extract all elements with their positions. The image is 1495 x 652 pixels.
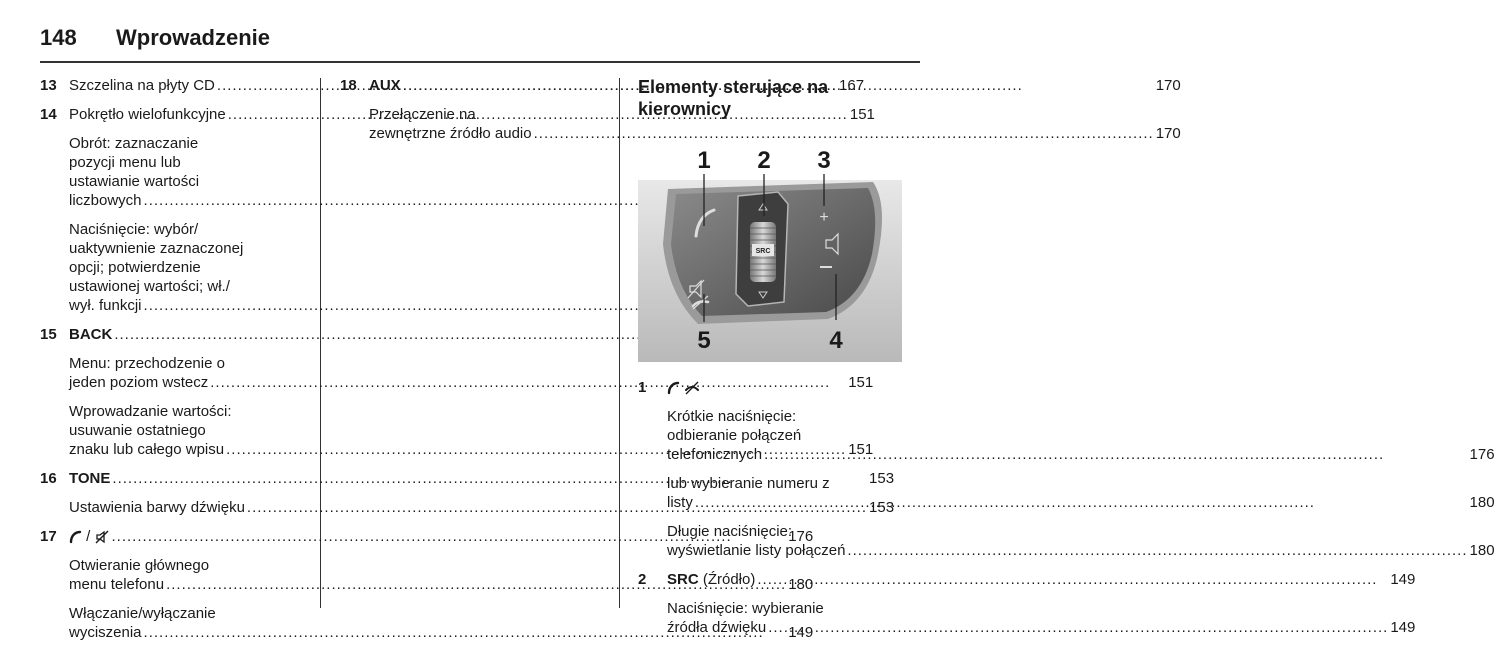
page-ref: 176 [788,528,814,545]
sub-entry: Wprowadzanie wartości: usuwanie ostatniego znaku lub całego wpisu ..... 151 [69,402,873,459]
entry-number: 17 [40,528,57,545]
sub-entry: Naciśnięcie: wybieranie źródła dźwięku ..... 149 [667,599,1415,637]
entry-15 [40,325,874,459]
item-number: 1 [638,379,647,396]
sub-entry: Obrót: zaznaczanie pozycji menu lub ustawianie wartości liczbowych ..... [69,134,875,210]
entry-label: / [69,527,110,546]
entry-number: 15 [40,326,57,343]
entry-label: Pokrętło wielofunkcyjne [69,106,226,123]
sub-entry: Długie naciśnięcie: wyświetlanie listy połączeń ..... 180 [667,522,1495,560]
steering-wheel-controls-image [638,144,902,362]
entry-label: Szczelina na płyty CD [69,77,215,94]
phone-icon [667,381,680,395]
entry-number: 14 [40,106,57,123]
entry-label: TONE [69,470,111,487]
page-ref: 180 [1469,494,1495,511]
item-icons [667,378,1495,397]
sub-entry: Włączanie/wyłączanie wyciszenia ..... 149 [69,604,813,642]
page-header [40,18,270,58]
phone-icon [69,530,82,544]
page-ref: 170 [1155,125,1181,142]
section-title: Elementy sterujące na kierownicy [638,77,829,119]
sub-entry: Przełączenie na zewnętrzne źródło audio ..... 170 [369,105,1181,143]
entry-number: 18 [340,77,357,94]
mute-icon [95,530,110,544]
callout-4: 4 [829,327,843,354]
page-ref: 167 [839,77,865,94]
sub-entry: Naciśnięcie: wybór/ uaktywnienie zaznaczonej opcji; potwierdzenie ustawionej wartości; wł./ wył. funkcji ..... [69,220,875,315]
steering-wheel-illustration [638,144,902,362]
sub-entry: Krótkie naciśnięcie: odbieranie połączeń telefonicznych ..... 176 [667,407,1495,464]
sub-entry: Otwieranie głównego menu telefonu ..... 180 [69,556,813,594]
page-ref: 151 [849,106,875,123]
callout-1: 1 [697,147,711,174]
page-ref: 151 [848,374,874,391]
entry-number: 16 [40,470,57,487]
page-ref: 153 [869,470,895,487]
page-ref: 149 [1390,619,1416,636]
entry-label: AUX [369,77,401,94]
page-ref: 180 [1469,542,1495,559]
item-number: 2 [638,571,647,588]
header-rule [40,61,920,63]
page-number: 148 [40,25,77,50]
page-ref: 170 [1155,77,1181,94]
page-ref: 149 [1390,571,1416,588]
page-ref: 149 [788,624,814,641]
callout-2: 2 [757,147,771,174]
src-button-label: SRC [755,248,771,255]
entry-number: 13 [40,77,57,94]
item-1 [638,378,1495,560]
page-ref: 180 [788,576,814,593]
item-2 [638,570,1416,637]
callout-5: 5 [697,327,711,354]
entry-label: BACK [69,326,113,343]
svg-text:+: + [819,209,829,226]
page-title: Wprowadzenie [116,25,271,50]
page-ref: 151 [848,441,874,458]
phone-hangup-icon [684,381,700,395]
entry-16 [40,469,895,517]
sub-entry: lub wybieranie numeru z listy ..... 180 [667,474,1495,512]
page-ref: 153 [869,499,895,516]
page-ref: 176 [1469,446,1495,463]
sub-entry: Menu: przechodzenie o jeden poziom wstecz ..... 151 [69,354,873,392]
sub-entry: Ustawienia barwy dźwięku ..... 153 [69,498,894,517]
callout-3: 3 [817,147,831,174]
item-label: SRC (Źródło) [667,571,756,588]
